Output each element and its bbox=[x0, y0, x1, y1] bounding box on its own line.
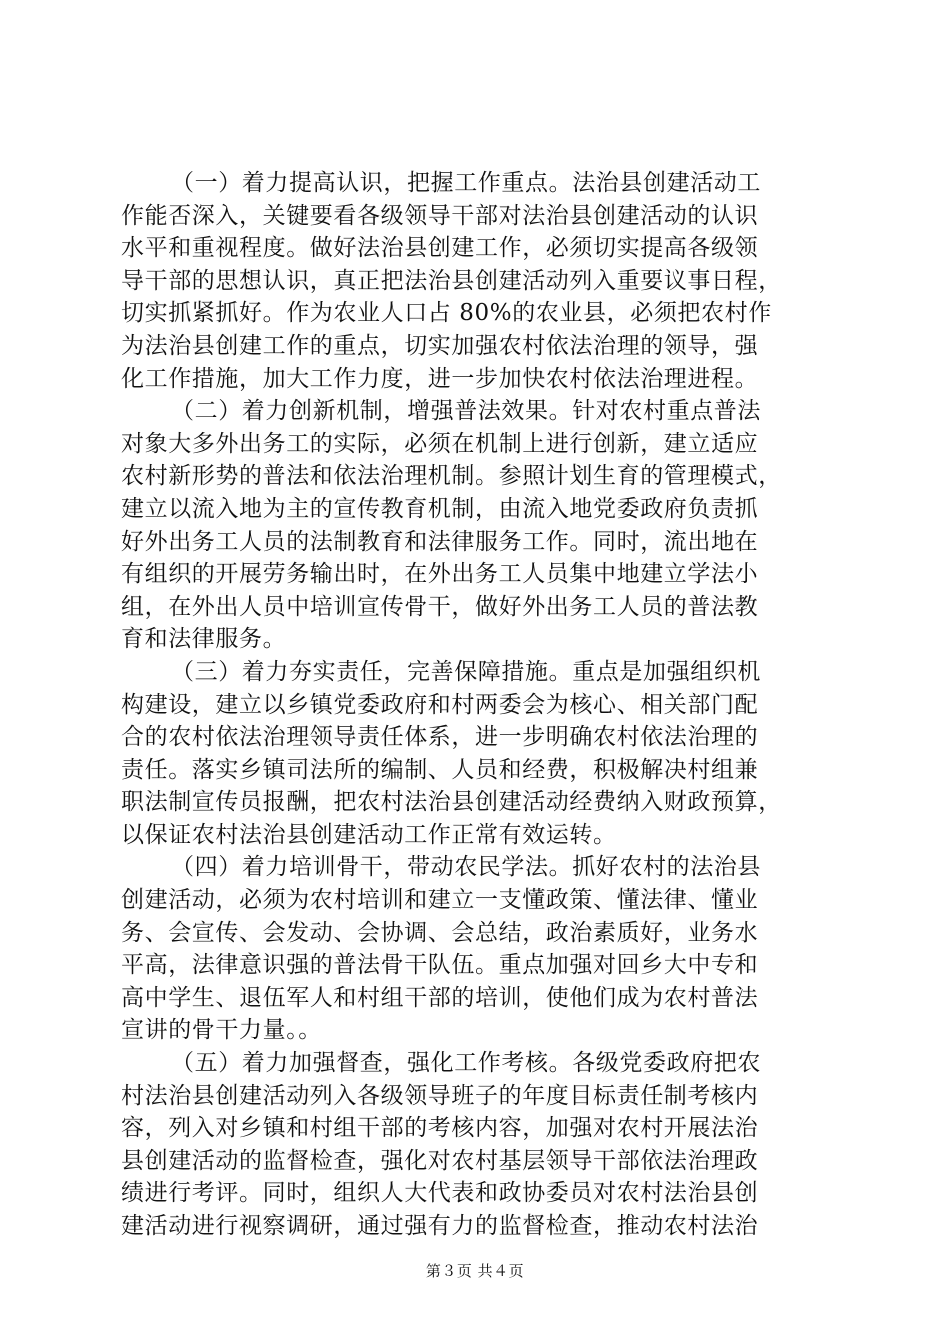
paragraph-first-line: （一）着力提高认识，把握工作重点。法治县创建活动工 bbox=[171, 170, 761, 196]
text-line: 以保证农村法治县创建活动工作正常有效运转。 bbox=[121, 821, 617, 848]
text-line: 农村新形势的普法和依法治理机制。参照计划生育的管理模式， bbox=[121, 463, 782, 490]
text-line: 化工作措施，加大工作力度，进一步加快农村依法治理进程。 bbox=[121, 365, 759, 392]
text-line: 对象大多外出务工的实际，必须在机制上进行创新，建立适应 bbox=[121, 430, 759, 457]
text-line: 宣讲的骨干力量。。 bbox=[121, 1017, 322, 1044]
body-text bbox=[121, 167, 831, 1243]
paragraph-first-line: （三）着力夯实责任，完善保障措施。重点是加强组织机 bbox=[171, 658, 761, 685]
text-line: 建立以流入地为主的宣传教育机制，由流入地党委政府负责抓 bbox=[121, 495, 759, 522]
text-line: 合的农村依法治理领导责任体系，进一步明确农村依法治理的 bbox=[121, 724, 759, 751]
paragraph-first-line: （四）着力培训骨干，带动农民学法。抓好农村的法治县 bbox=[171, 854, 761, 881]
text-line: 育和法律服务。 bbox=[121, 626, 287, 653]
page-footer: 第３页 共４页 bbox=[425, 1262, 525, 1280]
text-line: 好外出务工人员的法制教育和法律服务工作。同时，流出地在 bbox=[121, 528, 759, 555]
text-line: 构建设，建立以乡镇党委政府和村两委会为核心、相关部门配 bbox=[121, 691, 759, 718]
paragraph-first-line: （二）着力创新机制，增强普法效果。针对农村重点普法 bbox=[171, 398, 761, 425]
text-line: 有组织的开展劳务输出时，在外出务工人员集中地建立学法小 bbox=[121, 561, 759, 588]
text-line: 县创建活动的监督检查，强化对农村基层领导干部依法治理政 bbox=[121, 1147, 759, 1174]
paragraph-first-line: （五）着力加强督查，强化工作考核。各级党委政府把农 bbox=[171, 1050, 761, 1077]
text-line: 责任。落实乡镇司法所的编制、人员和经费，积极解决村组兼 bbox=[121, 756, 759, 783]
text-line: 容，列入对乡镇和村组干部的考核内容，加强对农村开展法治 bbox=[121, 1115, 759, 1142]
text-line: 务、会宣传、会发动、会协调、会总结，政治素质好，业务水 bbox=[121, 919, 759, 946]
text-line: 为法治县创建工作的重点，切实加强农村依法治理的领导，强 bbox=[121, 332, 759, 359]
text-line: 绩进行考评。同时，组织人大代表和政协委员对农村法治县创 bbox=[121, 1180, 759, 1207]
text-line: 平高，法律意识强的普法骨干队伍。重点加强对回乡大中专和 bbox=[121, 952, 759, 979]
text-line: 村法治县创建活动列入各级领导班子的年度目标责任制考核内 bbox=[121, 1082, 759, 1109]
text-line: 水平和重视程度。做好法治县创建工作，必须切实提高各级领 bbox=[121, 235, 759, 262]
text-line: 创建活动，必须为农村培训和建立一支懂政策、懂法律、懂业 bbox=[121, 887, 759, 914]
text-line: 导干部的思想认识，真正把法治县创建活动列入重要议事日程， bbox=[121, 267, 782, 294]
text-line: 组，在外出人员中培训宣传骨干，做好外出务工人员的普法教 bbox=[121, 593, 759, 620]
text-line: 职法制宣传员报酬，把农村法治县创建活动经费纳入财政预算， bbox=[121, 789, 782, 816]
text-line: 高中学生、退伍军人和村组干部的培训，使他们成为农村普法 bbox=[121, 984, 759, 1011]
text-line: 建活动进行视察调研，通过强有力的监督检查，推动农村法治 bbox=[121, 1213, 759, 1239]
text-line: 作能否深入，关键要看各级领导干部对法治县创建活动的认识 bbox=[121, 202, 759, 229]
text-line: 切实抓紧抓好。作为农业人口占 80%的农业县，必须把农村作 bbox=[121, 300, 772, 327]
